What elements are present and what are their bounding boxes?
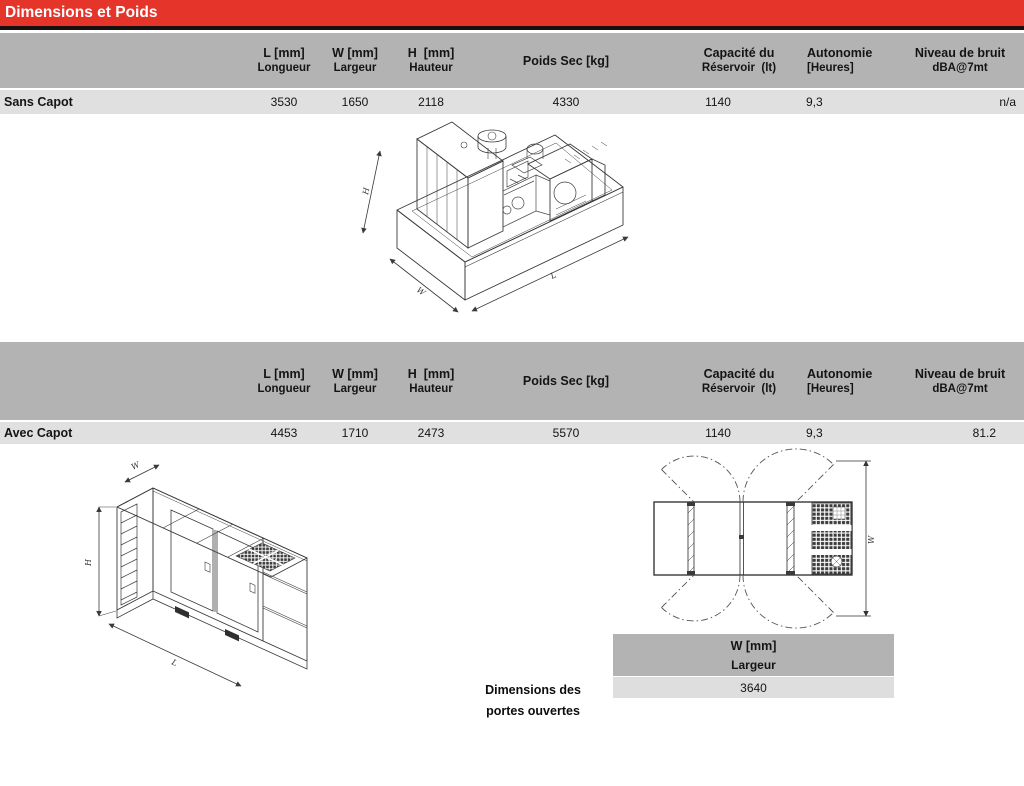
column-header-longueur [230,33,324,88]
open-doors-caption [448,680,618,722]
open-doors-table [613,634,894,698]
dim-label-w: W [129,460,142,472]
column-header-longueur [230,342,324,420]
open-frame-genset-drawing [360,115,660,325]
canopy-body [117,488,307,661]
dimension-lines [363,151,628,312]
title-bar-divider [0,26,1024,30]
skid-rail [117,591,307,669]
open-doors-top-view-drawing [640,445,890,640]
skid-base [397,135,623,300]
dim-label-h: H [84,559,93,566]
column-header-line2: Réservoir (lt) [701,382,777,395]
column-header-line2: Hauteur [409,62,453,74]
column-header-line1: L [mm] [263,366,305,381]
page-title: Dimensions et Poids [5,4,158,21]
column-header-line1: L [mm] [263,46,305,60]
cell-longueur: 4453 [270,426,298,440]
column-header-line2: Largeur [333,382,377,395]
column-header-empty [0,342,230,420]
column-header-line1: Niveau de bruit [914,46,1006,60]
cell-autonomie: 9,3 [806,426,823,440]
column-header-line2: Réservoir (lt) [701,62,777,74]
column-header-line2: Longueur [257,62,311,74]
dim-label-l: L [549,270,558,281]
cell-largeur: 1710 [341,426,369,440]
row-label-avec-capot: Avec Capot [4,426,73,440]
open-doors-header-line2: Largeur [731,657,776,672]
column-header-capacite-reservoir [656,342,806,420]
alternator [528,144,605,221]
dimension-lines [99,465,241,686]
column-header-line1: Autonomie [807,366,873,381]
column-header-line1: H [mm] [407,46,455,60]
column-header-line1: Capacité du [703,46,775,60]
title-bar [0,0,1024,26]
column-header-line1: Poids Sec [kg] [522,53,610,68]
column-header-poids-sec [476,342,656,420]
column-header-niveau-bruit [896,33,1024,88]
column-header-line2: dBA@7mt [932,382,988,395]
cell-poids-sec: 4330 [552,95,580,109]
column-header-niveau-bruit [896,342,1024,420]
exhaust [527,144,543,159]
column-header-empty [0,33,230,88]
column-header-autonomie [806,342,896,420]
cell-hauteur: 2473 [417,426,445,440]
column-header-line1: Capacité du [703,366,775,381]
column-header-hauteur [386,33,476,88]
dim-label-w: W [867,535,876,544]
column-header-line1: Poids Sec [kg] [522,374,610,388]
column-header-line2: Largeur [333,62,377,74]
table-avec-capot-header [0,342,1024,420]
roof-grilles [236,543,295,571]
dim-label-h: H [361,186,372,196]
column-header-line1: Autonomie [807,46,873,60]
dim-label-w: W [414,285,427,298]
open-doors-table-header [613,634,894,676]
dim-label-l: L [170,657,179,669]
cell-niveau-bruit: n/a [999,95,1016,109]
cell-longueur: 3530 [270,95,298,109]
column-header-line1: Niveau de bruit [914,366,1006,381]
column-header-line2: [Heures] [807,382,854,395]
open-doors-table-value: 3640 [613,677,894,698]
canopy-genset-drawing [75,450,335,695]
column-header-largeur [324,342,386,420]
column-header-hauteur [386,342,476,420]
column-header-line2: Hauteur [409,382,453,395]
column-header-line1: W [mm] [332,366,378,381]
engine [503,157,550,227]
column-header-capacite-reservoir [656,33,806,88]
radiator [417,122,503,248]
column-header-line2: dBA@7mt [932,62,988,74]
column-header-line2: [Heures] [807,62,854,74]
grille-section [812,503,852,574]
air-cleaner [478,130,506,159]
cell-poids-sec: 5570 [552,426,580,440]
table-sans-capot-header [0,33,1024,88]
caption-line2: portes ouvertes [486,704,580,718]
table-sans-capot-row [0,90,1024,114]
louver-panel [121,504,137,605]
column-header-poids-sec [476,33,656,88]
cell-largeur: 1650 [341,95,369,109]
column-header-line1: H [mm] [407,366,455,381]
column-header-line2: Longueur [257,382,311,395]
cell-niveau-bruit: 81.2 [972,426,996,440]
cell-capacite-reservoir: 1140 [705,426,731,440]
column-header-autonomie [806,33,896,88]
cell-capacite-reservoir: 1140 [705,95,731,109]
table-avec-capot-row [0,422,1024,444]
cell-hauteur: 2118 [418,95,444,109]
open-doors-header-line1: W [mm] [730,638,777,653]
column-header-line1: W [mm] [332,46,378,60]
row-label-sans-capot: Sans Capot [4,95,73,109]
caption-line1: Dimensions des [485,683,581,697]
cell-autonomie: 9,3 [806,95,823,109]
column-header-largeur [324,33,386,88]
